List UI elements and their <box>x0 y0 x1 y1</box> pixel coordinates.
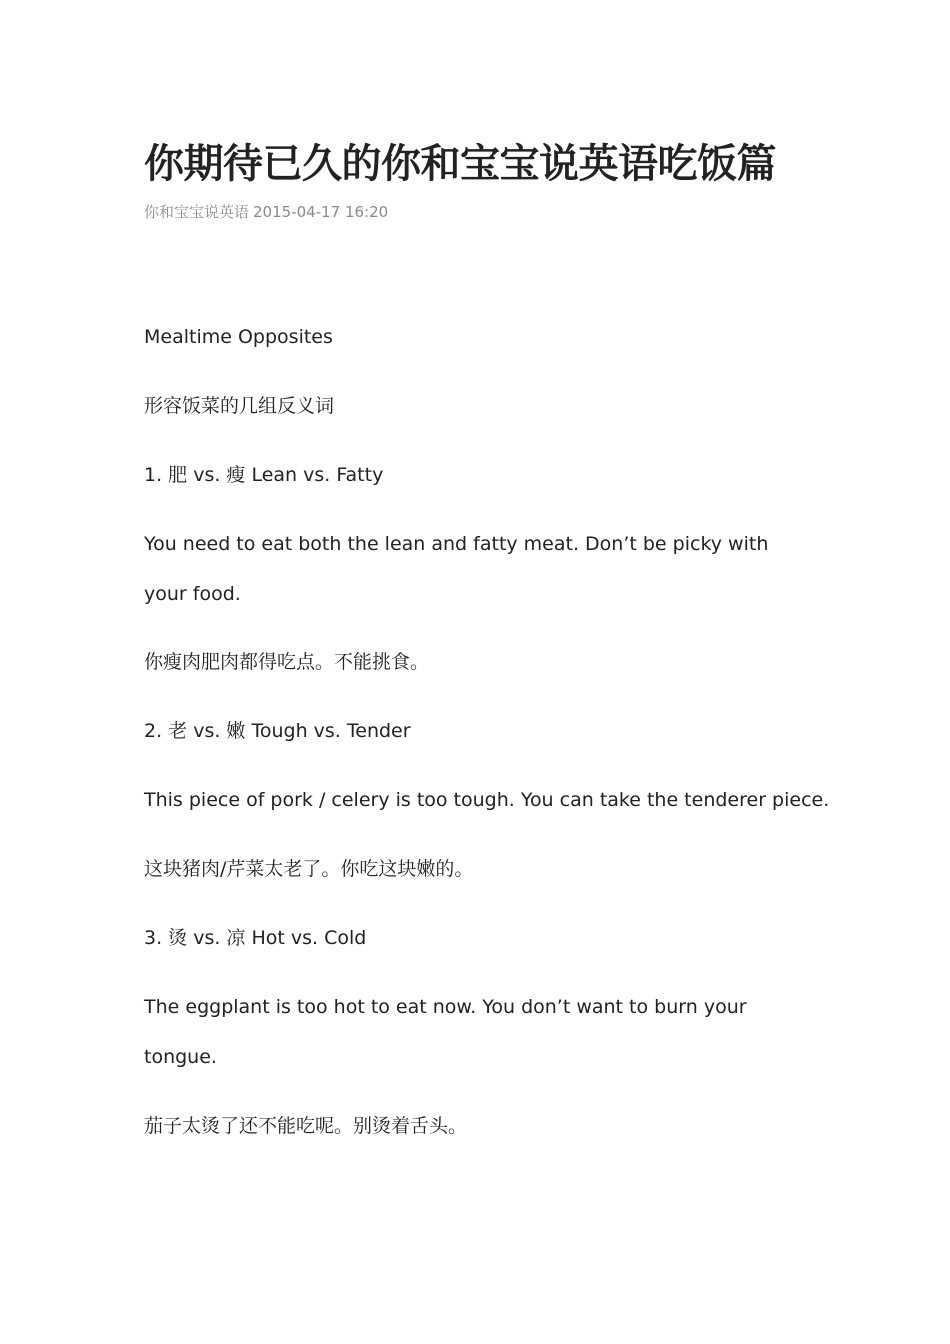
paragraph-example-2: This piece of pork / celery is too tough. You can take the tenderer piece. <box>144 789 830 811</box>
paragraph-translation-3: 茄子太烫了还不能吃呢。别烫着舌头。 <box>144 1115 468 1137</box>
paragraph-heading: Mealtime Opposites <box>144 326 333 348</box>
article-title: 你期待已久的你和宝宝说英语吃饭篇 <box>144 141 776 187</box>
paragraph-translation-1: 你瘦肉肥肉都得吃点。不能挑食。 <box>144 651 430 673</box>
paragraph-item-3: 3. 烫 vs. 凉 Hot vs. Cold <box>144 927 367 949</box>
article-date: 2015-04-17 16:20 <box>253 203 389 221</box>
article-author: 你和宝宝说英语 <box>144 203 250 221</box>
paragraph-example-3: The eggplant is too hot to eat now. You don’t want to burn your tongue. <box>144 996 747 1068</box>
paragraph-item-1: 1. 肥 vs. 瘦 Lean vs. Fatty <box>144 464 384 486</box>
article-meta <box>144 200 388 224</box>
paragraph-subheading: 形容饭菜的几组反义词 <box>144 395 335 417</box>
paragraph-example-1: You need to eat both the lean and fatty meat. Don’t be picky with your food. <box>144 533 769 605</box>
paragraph-translation-2: 这块猪肉/芹菜太老了。你吃这块嫩的。 <box>144 858 474 880</box>
paragraph-item-2: 2. 老 vs. 嫩 Tough vs. Tender <box>144 720 411 742</box>
